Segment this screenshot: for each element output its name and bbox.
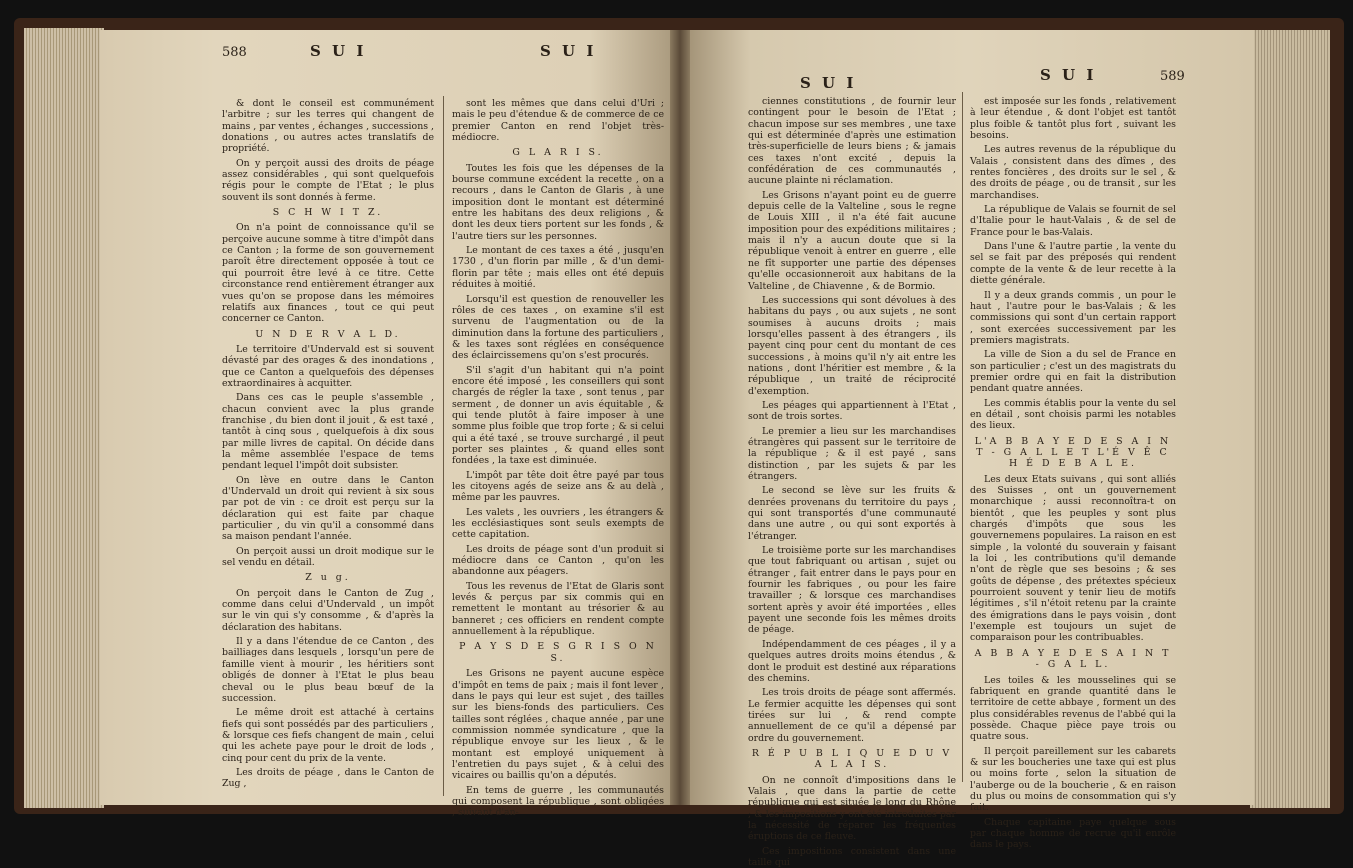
- section-heading: G L A R I S.: [512, 147, 604, 159]
- paragraph: sont les mêmes que dans celui d'Uri ; mais le peu d'étendue & de commerce de ce premier Canton en rend l'objet très-médiocre.: [452, 98, 664, 144]
- paragraph: Ces impositions consistent dans une taille qui: [748, 845, 956, 868]
- paragraph: Il y a dans l'étendue de ce Canton , des bailliages dans lesquels , lorsqu'un pere de famille vient à mourir , les héritiers sont obligés de donner à l'Etat le plus beau cheval ou le plus beau bœuf de la succession.: [222, 636, 434, 704]
- section-heading: S C H W I T Z.: [272, 207, 384, 219]
- paragraph: Le troisième porte sur les marchandises que tout fabriquant ou artisan , sujet ou étranger , fait entrer dans le pays pour en fournir les fabriques , ou pour les faire travailler ; & lorsque ces marchandises sortent après y avoir été importées , elles payent une seconde fois les mêmes droits de péage.: [748, 545, 956, 636]
- paragraph: Dans ces cas le peuple s'assemble , chacun convient avec la plus grande franchise , du bien dont il jouit , & est taxé , tantôt à cinq sous , quelquefois à dix sous par mille livres de capital. On décide dans la même assemblée l'espace de tems pendant lequel l'impôt doit subsister.: [222, 392, 434, 472]
- paragraph: On perçoit aussi un droit modique sur le sel vendu en détail.: [222, 545, 434, 569]
- right-running-head-1: S U I: [800, 74, 857, 92]
- left-page-edges: [24, 28, 104, 808]
- paragraph: On n'a point de connoissance qu'il se perçoive aucune somme à titre d'impôt dans ce Canton ; la forme de son gouvernement paroît être directement opposée à tout ce qui pourroit être levé à ce titre. Cette circonstance rend entièrement étranger aux vues qu'on se propose dans les mémoires relatifs aux finances , tout ce qui peut concerner ce Canton.: [222, 222, 434, 325]
- section-heading: A B B A Y E D E S A I N T - G A L L.: [974, 647, 1172, 671]
- left-running-head-2: S U I: [540, 42, 597, 60]
- paragraph: Le montant de ces taxes a été , jusqu'en 1730 , d'un florin par mille , & d'un demi-florin par tête ; mais elles ont été depuis réduites à moitié.: [452, 245, 664, 291]
- paragraph: Les péages qui appartiennent à l'Etat , sont de trois sortes.: [748, 399, 956, 423]
- paragraph: ciennes constitutions , de fournir leur contingent pour le besoin de l'Etat ; chacun impose sur ses membres , une taxe qui est déterminée d'après une estimation très-superficielle de leurs biens ; & jamais ces taxes n'ont excité , depuis la confédération de ces communautés , aucune plainte ni réclamation.: [748, 96, 956, 187]
- left-page-number: 588: [222, 45, 247, 60]
- paragraph: Les Grisons n'ayant point eu de guerre depuis celle de la Valteline , sous le regne de Louis XIII , il n'a été fait aucune imposition pour des expéditions militaires ; mais il n'y a aucun doute que si la république venoit à entrer en guerre , elle ne fît supporter une partie des dépenses qu'elle occasionneroit aux habitans de la Valteline , de Chiavenne , & de Bormio.: [748, 189, 956, 292]
- paragraph: Tous les revenus de l'Etat de Glaris sont levés & perçus par six commis qui en remettent le montant au trésorier & au banneret ; ces officiers en rendent compte annuellement à la république.: [452, 580, 664, 638]
- paragraph: Le territoire d'Undervald est si souvent dévasté par des orages & des inondations , que ce Canton a quelquefois des dépenses extraordinaires à acquitter.: [222, 343, 434, 389]
- paragraph: Toutes les fois que les dépenses de la bourse commune excédent la recette , on a recours , dans le Canton de Glaris , à une imposition dont le montant est déterminé entre les habitans des deux religions , & dont les deux tiers portent sur les fonds , & l'autre tiers sur les personnes.: [452, 162, 664, 242]
- paragraph: Dans l'une & l'autre partie , la vente du sel se fait par des préposés qui rendent compte de la vente & de leur recette à la diette générale.: [970, 241, 1176, 287]
- right-page-edges: [1250, 30, 1330, 808]
- paragraph: Chaque capitaine paye quelque sous par chaque homme de recrue qu'il enrôle dans le pays.: [970, 816, 1176, 851]
- paragraph: Le second se lève sur les fruits & denrées provenans du territoire du pays , qui sont transportés d'une communauté dans une autre , ou qui sont exportés à l'étranger.: [748, 485, 956, 542]
- section-heading: U N D E R V A L D.: [255, 328, 401, 340]
- paragraph: Les valets , les ouvriers , les étrangers & les ecclésiastiques sont seuls exempts de cette capitation.: [452, 506, 664, 541]
- paragraph: On lève en outre dans le Canton d'Undervald un droit qui revient à six sous par pot de vin : ce droit est perçu sur la déclaration qui est faite par chaque particulier , du vin qu'il a consommé dans sa maison pendant l'année.: [222, 474, 434, 543]
- right-running-head-2: S U I: [1040, 66, 1097, 84]
- section-heading: R É P U B L I Q U E D U V A L A I S.: [751, 747, 953, 771]
- paragraph: Il perçoit pareillement sur les cabarets & sur les boucheries une taxe qui est plus ou moins forte , selon la situation de l'auberge ou de la boucherie , & en raison du plus ou moins de consommation qui s'y fait.: [970, 745, 1176, 814]
- left-column-rule: [443, 96, 444, 796]
- paragraph: La république de Valais se fournit de sel d'Italie pour le haut-Valais , & de sel de France pour le bas-Valais.: [970, 204, 1176, 238]
- left-column-2: [452, 98, 664, 819]
- section-heading: P A Y S D E S G R I S O N S.: [459, 641, 657, 664]
- paragraph: est imposée sur les fonds , relativement à leur étendue , & dont l'objet est tantôt plus foible & tantôt plus fort , suivant les besoins.: [970, 96, 1176, 142]
- paragraph: La ville de Sion a du sel de France en son particulier ; c'est un des magistrats du premier ordre qui en fait la distribution pendant quatre années.: [970, 349, 1176, 395]
- paragraph: Les toiles & les mousselines qui se fabriquent en grande quantité dans le territoire de cette abbaye , forment un des plus considérables revenus de l'abbé qui la possède. Chaque pièce paye trois ou quatre sous.: [970, 674, 1176, 743]
- paragraph: & dont le conseil est communément l'arbitre ; sur les terres qui changent de mains , par ventes , échanges , successions , donations , ou autres actes translatifs de propriété.: [222, 98, 435, 155]
- paragraph: En tems de guerre , les communautés qui composent la république , sont obligées , suivant d'an-: [452, 784, 664, 819]
- paragraph: L'impôt par tête doit être payé par tous les citoyens agés de seize ans & au delà , même par les pauvres.: [452, 469, 664, 504]
- paragraph: Les successions qui sont dévolues à des habitans du pays , ou aux sujets , ne sont soumises à aucuns droits ; mais lorsqu'elles passent à des étrangers , ils payent cinq pour cent du montant de ces successions , à moins qu'il n'y ait entre les nations , dont l'héritier est membre , & la république , un traité de réciprocité d'exemption.: [748, 294, 956, 397]
- paragraph: On ne connoît d'impositions dans le Valais , que dans la partie de cette république qui est située le long du Rhône ; & les impositions y ont été introduites par la nécessité de réparer les fréquentes éruptions de ce fleuve.: [748, 774, 956, 843]
- paragraph: Il y a deux grands commis , un pour le haut , l'autre pour le bas-Valais ; & les commissions qui sont d'un certain rapport , sont exercées successivement par les premiers magistrats.: [970, 289, 1176, 346]
- section-heading: Z u g.: [305, 572, 351, 584]
- paragraph: On perçoit dans le Canton de Zug , comme dans celui d'Undervald , un impôt sur le vin qui s'y consomme , & d'après la déclaration des habitans.: [222, 587, 434, 633]
- left-column-1: [222, 98, 434, 798]
- paragraph: Les trois droits de péage sont affermés. Le fermier acquitte les dépenses qui sont tirées sur lui , & rend compte annuellement de ce qu'il a dépensé par ordre du gouvernement.: [748, 687, 956, 744]
- paragraph: Indépendamment de ces péages , il y a quelques autres droits moins étendus , & dont le produit est destiné aux réparations des chemins.: [748, 638, 956, 684]
- paragraph: Lorsqu'il est question de renouveller les rôles de ces taxes , on examine s'il est survenu de l'augmentation ou de la diminution dans la fortune des particuliers , & les taxes sont réglées en conséquence des éclaircissemens qu'on s'est procurés.: [452, 293, 664, 362]
- paragraph: Les droits de péage sont d'un produit si médiocre dans ce Canton , qu'on les abandonne aux péagers.: [452, 543, 664, 578]
- right-column-2: [970, 96, 1176, 851]
- paragraph: Les deux Etats suivans , qui sont alliés des Suisses , ont un gouvernement monarchique ; aussi reconnoîtra-t on bientôt , que les peuples y sont plus chargés d'impôts que sous les gouvernemens populaires. La raison en est simple , la volonté du souverain y faisant la loi , les contributions qu'il demande n'ont de règle que ses besoins ; & ses goûts de dépense , des prétextes spécieux pourroient souvent y tenir lieu de motifs légitimes , s'il n'étoit retenu par la crainte des émigrations dans le pays voisin , dont l'exemple est toujours un sujet de comparaison pour les contribuables.: [970, 473, 1176, 644]
- paragraph: S'il s'agit d'un habitant qui n'a point encore été imposé , les conseillers qui sont chargés de régler la taxe , sont tenus , par serment , de donner un avis équitable , & qui tende plutôt à faire imposer à une somme plus foible que trop forte ; & si celui qui a été taxé , se trouve surchargé , il peut porter ses plaintes , & quand elles sont fondées , la taxe est diminuée.: [452, 364, 664, 467]
- paragraph: Les Grisons ne payent aucune espèce d'impôt en tems de paix ; mais il font lever , dans le pays qui leur est sujet , des tailles sur les biens-fonds des particuliers. Ces tailles sont réglées , chaque année , par une commission nommée syndicature , que la république envoye sur les lieux , & le montant est employé uniquement à l'entretien du pays sujet , & à celui des vicaires ou baillis qu'on a députés.: [452, 668, 664, 782]
- right-column-rule: [962, 92, 963, 782]
- paragraph: Le premier a lieu sur les marchandises étrangères qui passent sur le territoire de la république ; & il est payé , sans distinction , par les sujets & par les étrangers.: [748, 425, 956, 482]
- paragraph: On y perçoit aussi des droits de péage assez considérables , qui sont quelquefois régis pour le compte de l'Etat ; le plus souvent ils sont donnés à ferme.: [222, 157, 434, 203]
- right-page-number: 589: [1160, 69, 1185, 84]
- section-heading: L'A B B A Y E D E S A I N T - G A L L E T L'É V Ê C H É D E B A L E.: [974, 435, 1172, 470]
- paragraph: Les droits de péage , dans le Canton de Zug ,: [222, 766, 434, 790]
- right-column-1: [748, 96, 956, 868]
- book-gutter: [670, 30, 690, 805]
- paragraph: Les commis établis pour la vente du sel en détail , sont choisis parmi les notables des lieux.: [970, 397, 1176, 432]
- paragraph: Les autres revenus de la république du Valais , consistent dans des dîmes , des rentes foncières , des droits sur le sel , & des droits de péage , ou de transit , sur les marchandises.: [970, 144, 1176, 201]
- paragraph: Le même droit est attaché à certains fiefs qui sont possédés par des particuliers , & lorsque ces fiefs changent de main , celui qui les achete paye pour le droit de lods , cinq pour cent du prix de la vente.: [222, 707, 434, 764]
- left-running-head-1: S U I: [310, 42, 367, 60]
